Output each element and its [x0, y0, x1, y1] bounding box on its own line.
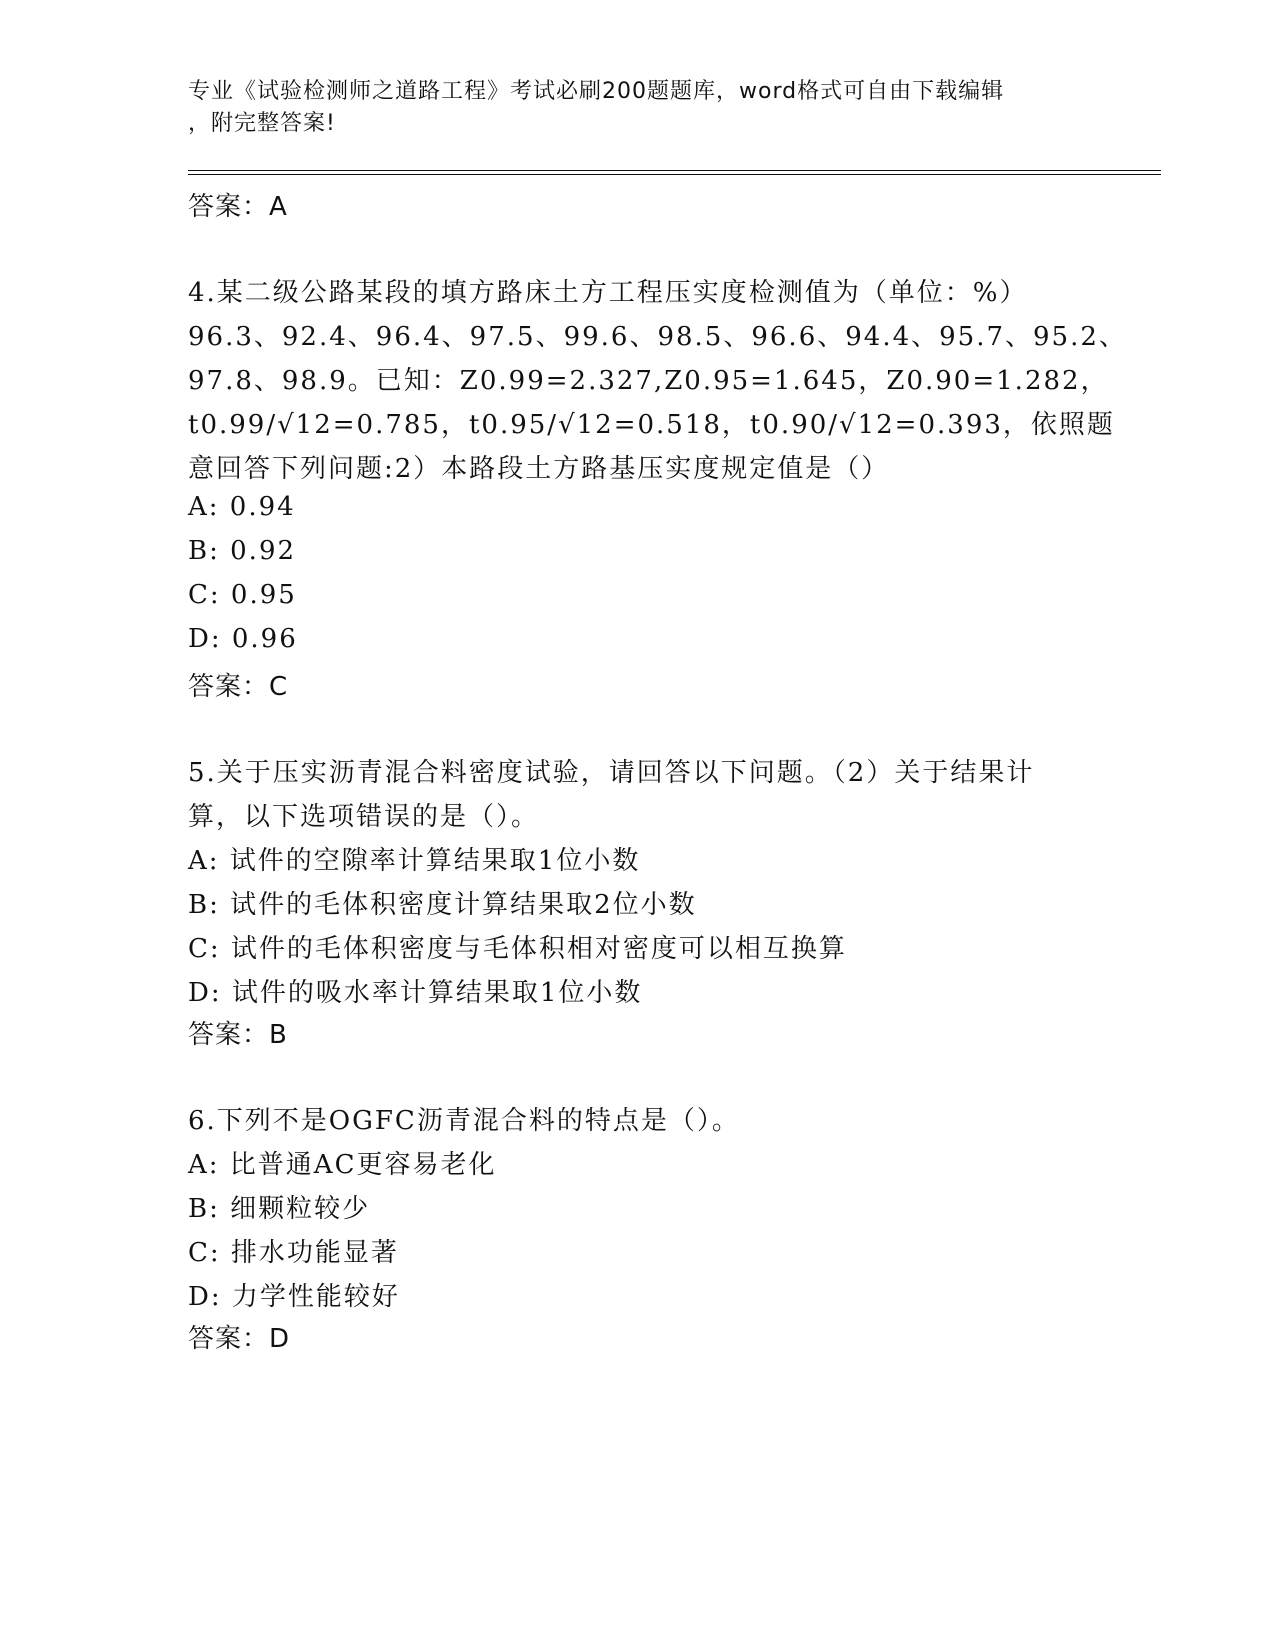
q4-answer: 答案：C: [188, 672, 289, 702]
q6-option-a: A: 比普通AC更容易老化: [188, 1150, 497, 1180]
q5-stem-line-2: 算，以下选项错误的是（）。: [188, 802, 540, 832]
header-rule-top: [188, 170, 1161, 171]
q4-option-b: B: 0.92: [188, 536, 297, 566]
q6-option-c: C: 排水功能显著: [188, 1238, 399, 1268]
q6-stem-line-1: 6.下列不是OGFC沥青混合料的特点是（）。: [188, 1106, 740, 1136]
q4-stem-line-4: t0.99/√12=0.785，t0.95/√12=0.518，t0.90/√12=0.393，依照题: [188, 410, 1115, 440]
q5-stem-line-1: 5.关于压实沥青混合料密度试验，请回答以下问题。（2）关于结果计: [188, 758, 1035, 788]
q6-option-d: D: 力学性能较好: [188, 1282, 400, 1312]
header-title-line1: 专业《试验检测师之道路工程》考试必刷200题题库，word格式可自由下载编辑: [188, 79, 1005, 104]
q6-option-b: B: 细颗粒较少: [188, 1194, 371, 1224]
answer-previous: 答案：A: [188, 192, 288, 222]
q4-option-d: D: 0.96: [188, 624, 298, 654]
q6-answer: 答案：D: [188, 1324, 291, 1354]
header-rule-bottom: [188, 174, 1161, 175]
q5-option-c: C: 试件的毛体积密度与毛体积相对密度可以相互换算: [188, 934, 847, 964]
q4-stem-line-1: 4.某二级公路某段的填方路床土方工程压实度检测值为（单位：%）: [188, 278, 1028, 308]
header-title-line2: ，附完整答案!: [188, 111, 336, 136]
q5-option-d: D: 试件的吸水率计算结果取1位小数: [188, 978, 643, 1008]
q5-option-a: A: 试件的空隙率计算结果取1位小数: [188, 846, 641, 876]
q4-option-c: C: 0.95: [188, 580, 297, 610]
q4-stem-line-5: 意回答下列问题:2）本路段土方路基压实度规定值是（）: [188, 454, 890, 484]
q4-option-a: A: 0.94: [188, 492, 296, 522]
q5-option-b: B: 试件的毛体积密度计算结果取2位小数: [188, 890, 697, 920]
q4-stem-line-3: 97.8、98.9。已知：Z0.99=2.327,Z0.95=1.645，Z0.90=1.282，: [188, 366, 1109, 396]
q5-answer: 答案：B: [188, 1020, 288, 1050]
q4-stem-line-2: 96.3、92.4、96.4、97.5、99.6、98.5、96.6、94.4、95.7、95.2、: [188, 322, 1127, 352]
